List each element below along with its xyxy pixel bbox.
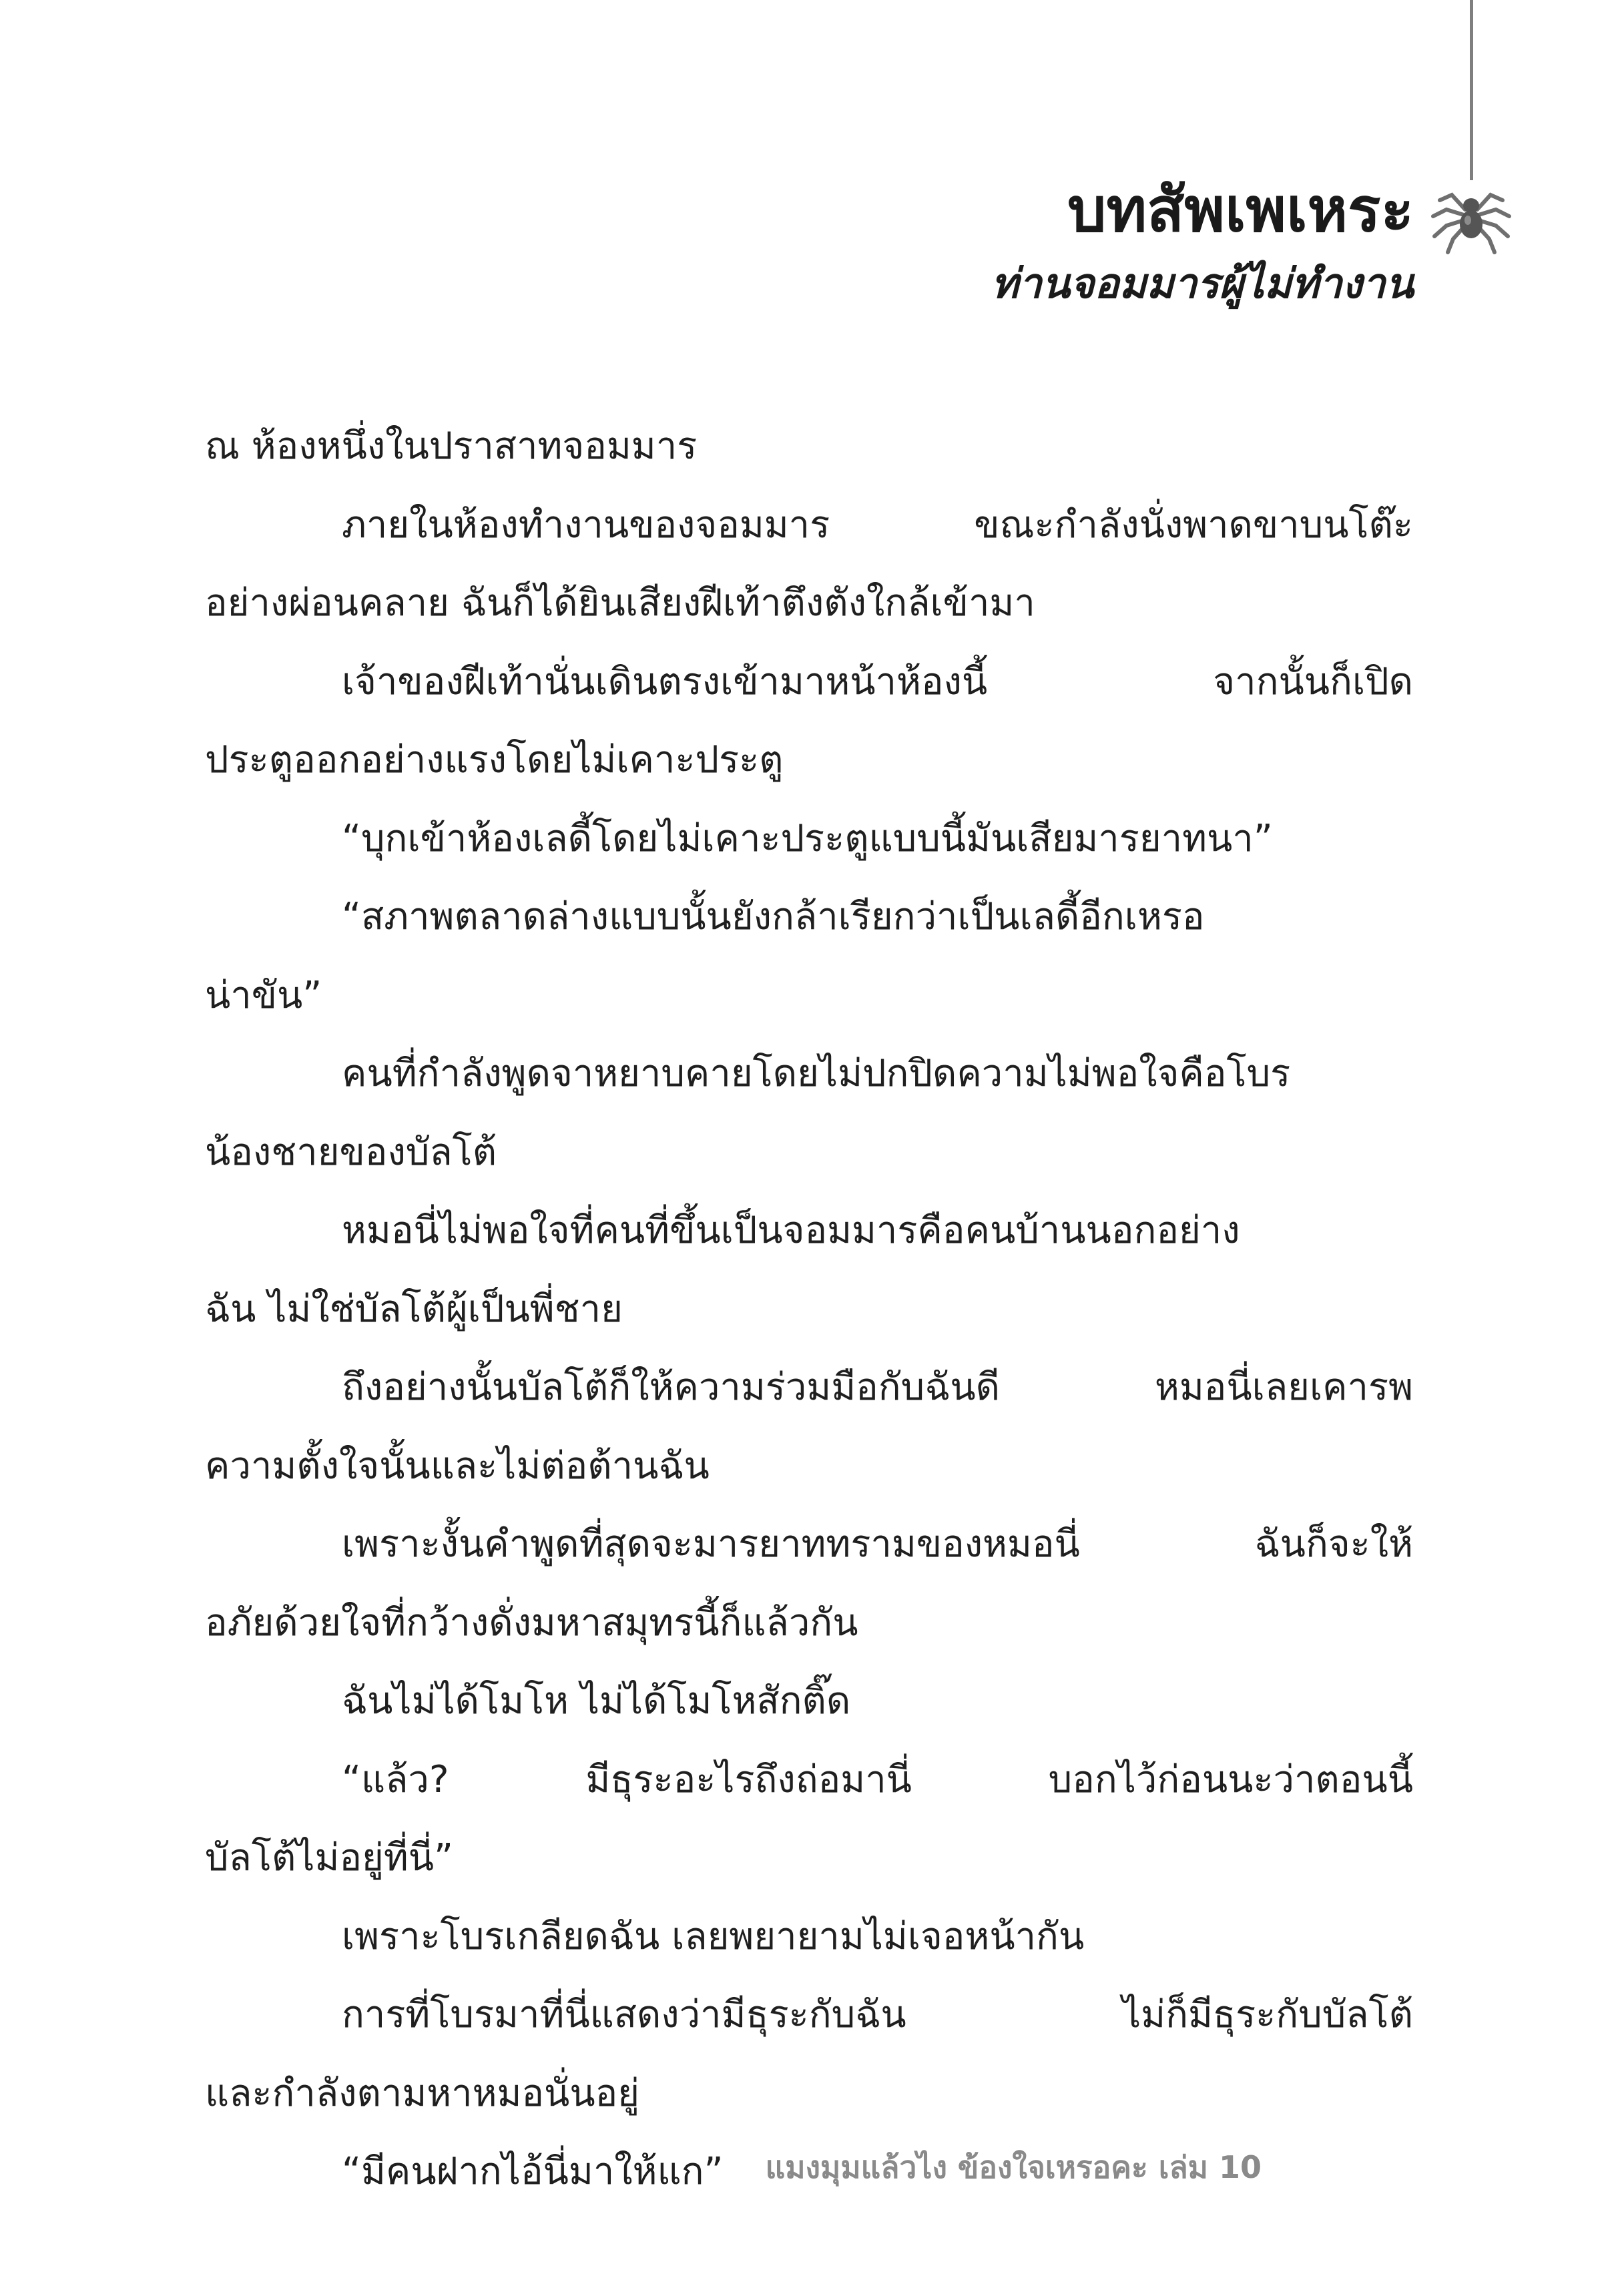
body-line: อภัยด้วยใจที่กว้างดั่งมหาสมุทรนี้ก็แล้วกัน: [205, 1601, 858, 1645]
body-line: “สภาพตลาดล่างแบบนั้นยังกล้าเรียกว่าเป็นเลดี้อีกเหรอ: [342, 895, 1205, 938]
running-footer: แมงมุมแล้วไง ข้องใจเหรอคะ เล่ม 10: [765, 2149, 1262, 2185]
spider-thread: [1470, 0, 1473, 180]
body-line: เพราะงั้นคำพูดที่สุดจะมารยาททรามของหมอนี่ ฉันก็จะให้: [342, 1522, 1413, 1566]
body-line: อย่างผ่อนคลาย ฉันก็ได้ยินเสียงฝีเท้าตึงตังใกล้เข้ามา: [205, 581, 1035, 625]
body-line: บัลโต้ไม่อยู่ที่นี่”: [205, 1836, 454, 1880]
body-line: “มีคนฝากไอ้นี่มาให้แก”: [342, 2150, 724, 2193]
body-line: เจ้าของฝีเท้านั่นเดินตรงเข้ามาหน้าห้องนี้ จากนั้นก็เปิด: [342, 659, 1413, 703]
body-line: น้องชายของบัลโต้: [205, 1130, 497, 1174]
body-line: น่าขัน”: [205, 973, 322, 1017]
body-text: [205, 407, 1413, 2211]
body-line: หมอนี่ไม่พอใจที่คนที่ขึ้นเป็นจอมมารคือคนบ้านนอกอย่าง: [342, 1209, 1240, 1252]
spider-icon: [1428, 175, 1515, 255]
body-line: คนที่กำลังพูดจาหยาบคายโดยไม่ปกปิดความไม่พอใจคือโบร: [342, 1052, 1291, 1095]
chapter-subtitle: ท่านจอมมารผู้ไม่ทำงาน: [991, 259, 1414, 308]
body-line: การที่โบรมาที่นี่แสดงว่ามีธุระกับฉัน ไม่ก็มีธุระกับบัลโต้: [342, 1993, 1413, 2036]
body-line: ฉันไม่ได้โมโห ไม่ได้โมโหสักติ๊ด: [342, 1679, 851, 1723]
chapter-title: บทสัพเพเหระ: [1067, 174, 1414, 246]
body-line: ณ ห้องหนึ่งในปราสาทจอมมาร: [205, 424, 698, 468]
body-line: ถึงอย่างนั้นบัลโต้ก็ให้ความร่วมมือกับฉันดี หมอนี่เลยเคารพ: [342, 1366, 1413, 1409]
body-line: ความตั้งใจนั้นและไม่ต่อต้านฉัน: [205, 1444, 710, 1488]
body-line: และกำลังตามหาหมอนั่นอยู่: [205, 2071, 640, 2115]
body-line: “แล้ว? มีธุระอะไรถึงถ่อมานี่ บอกไว้ก่อนนะว่าตอนนี้: [342, 1757, 1413, 1801]
body-line: ฉัน ไม่ใช่บัลโต้ผู้เป็นพี่ชาย: [205, 1287, 623, 1331]
body-line: ประตูออกอย่างแรงโดยไม่เคาะประตู: [205, 738, 784, 782]
body-line: เพราะโบรเกลียดฉัน เลยพยายามไม่เจอหน้ากัน: [342, 1914, 1085, 1958]
body-line: ภายในห้องทำงานของจอมมาร ขณะกำลังนั่งพาดขาบนโต๊ะ: [342, 503, 1413, 547]
body-line: “บุกเข้าห้องเลดี้โดยไม่เคาะประตูแบบนี้มันเสียมารยาทนา”: [342, 816, 1273, 860]
